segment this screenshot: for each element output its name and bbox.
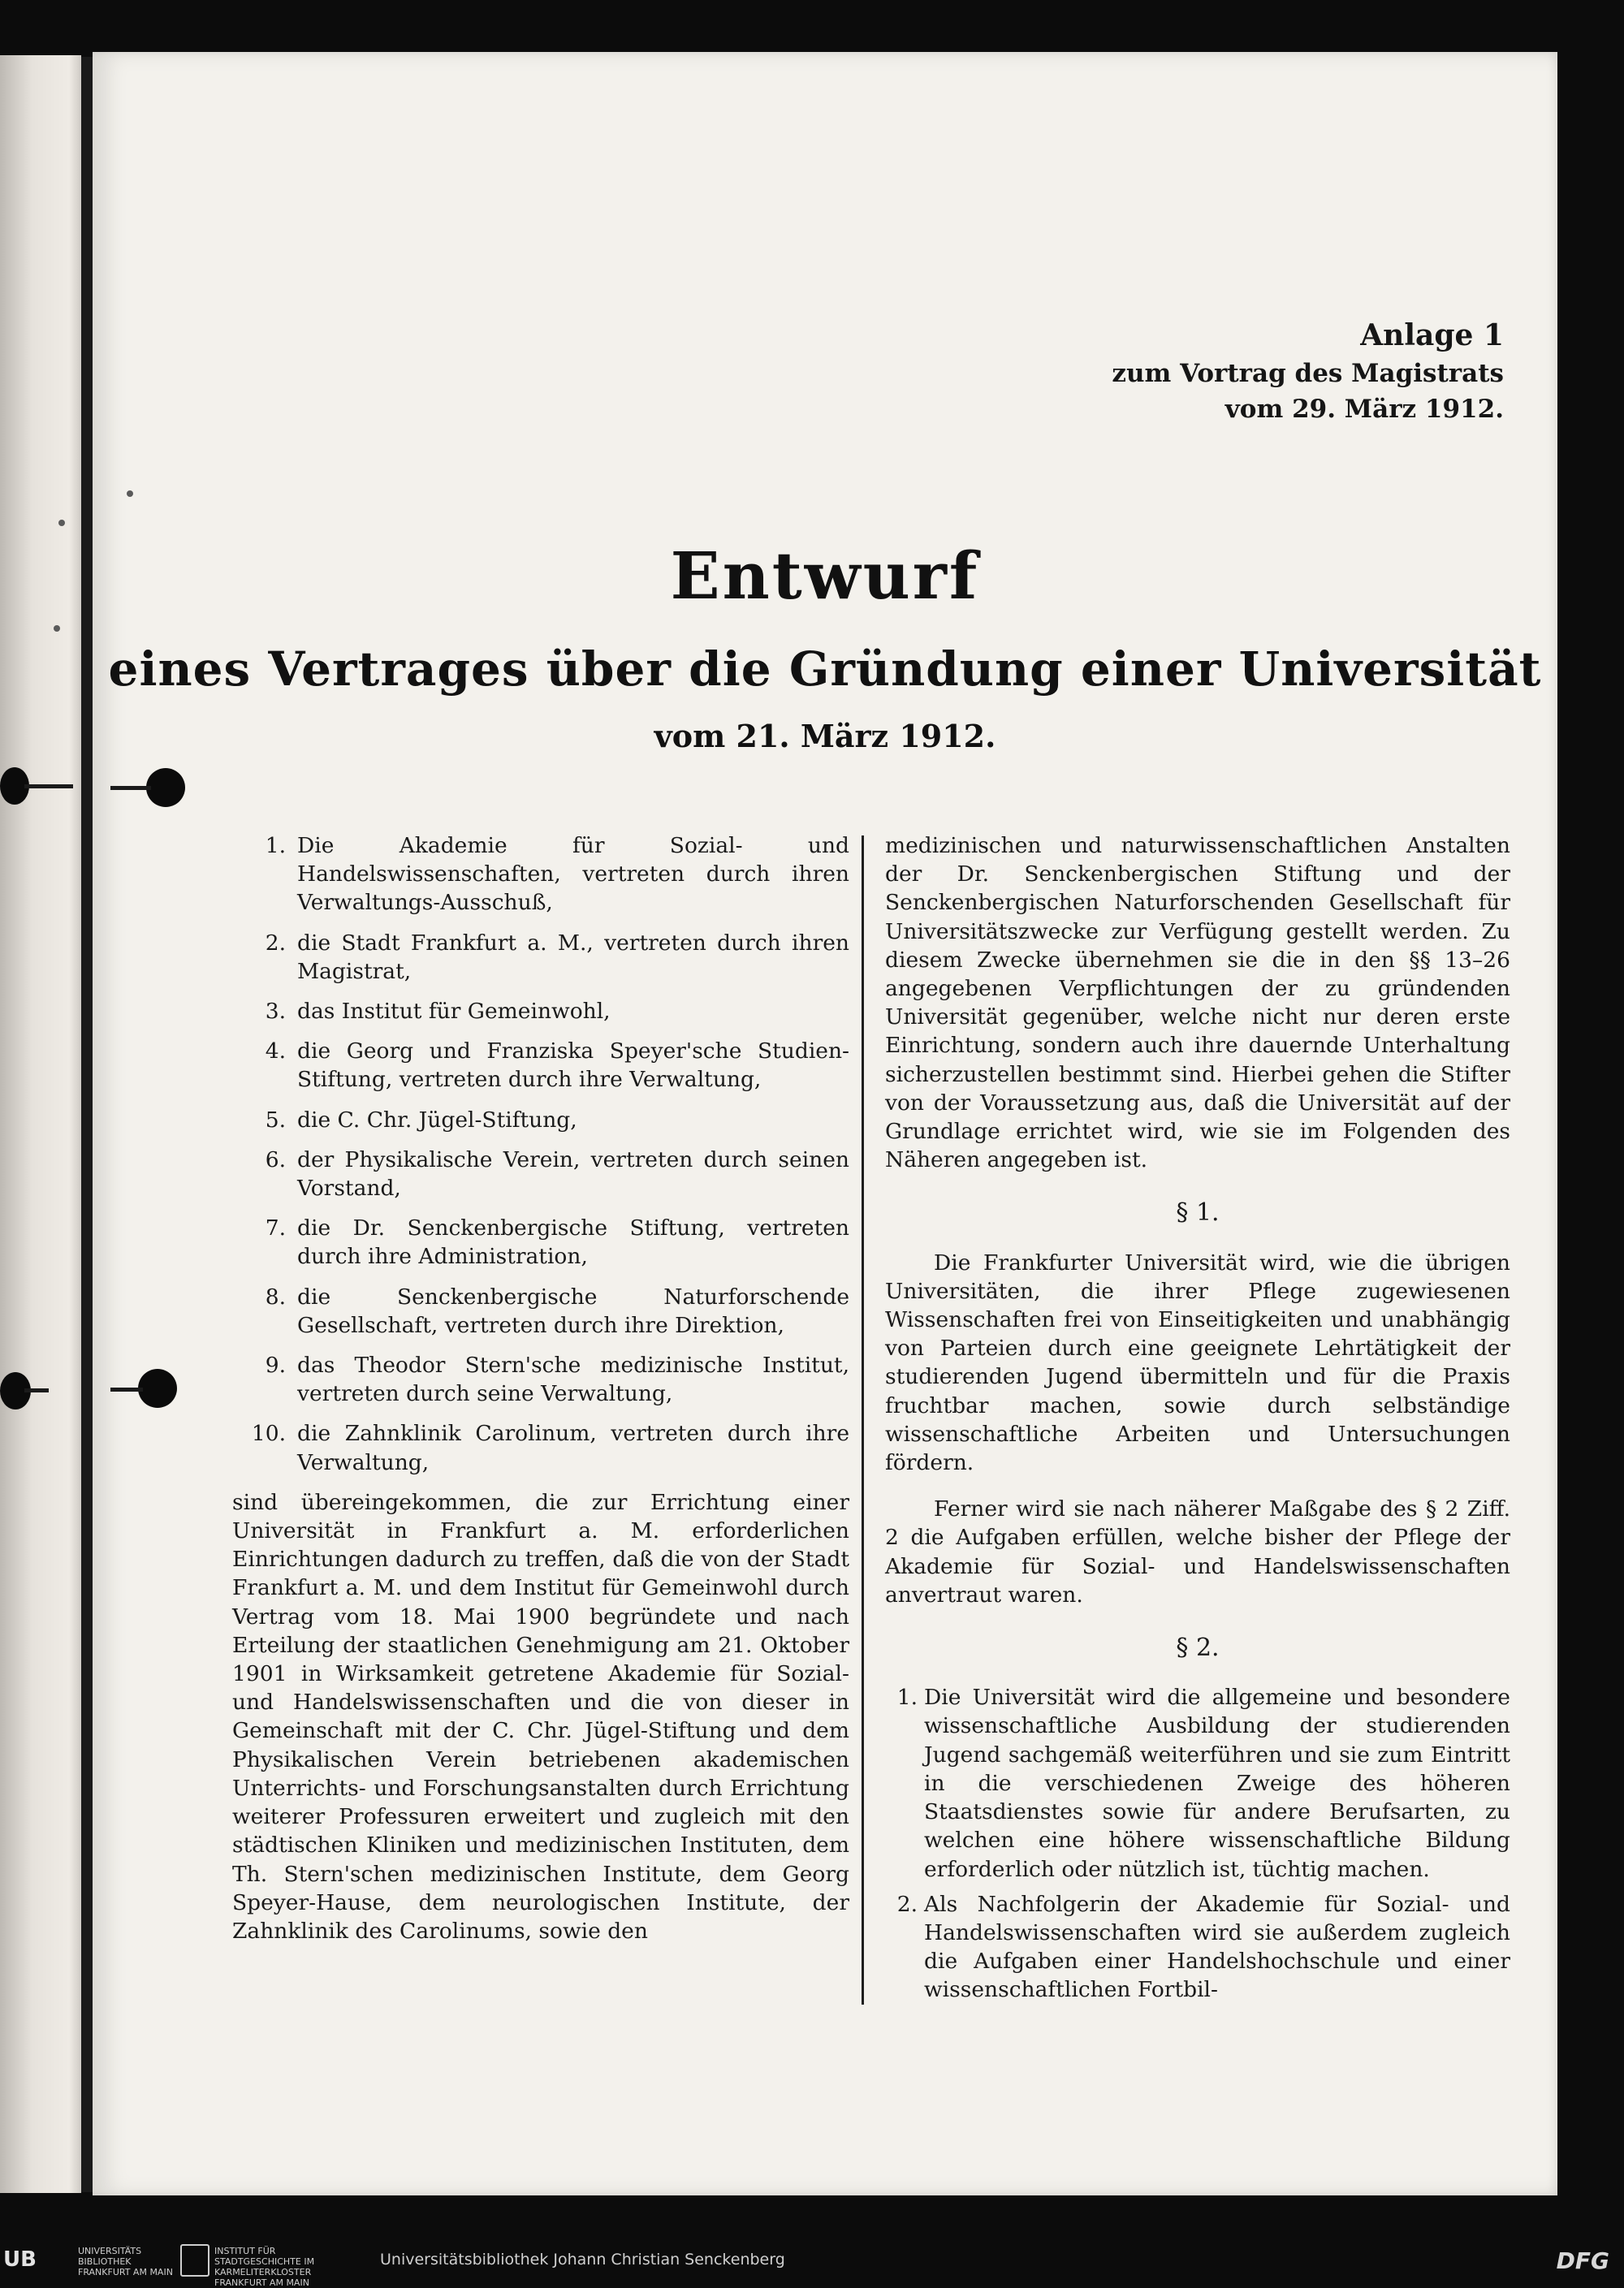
item-text: Die Universität wird die allgemeine und besondere wissenschaftliche Ausbildung der studierenden Jugend sachgemäß weiterführen und sie zum Eintritt in die verschiedenen Zweige des höheren Staatsdienstes sowie für andere Berufsarten, zu welchen eine höhere wissenschaftliche Bildung erforderlich oder nützlich ist, tüchtig machen. bbox=[924, 1685, 1510, 1882]
party-number: 3. bbox=[265, 999, 286, 1025]
column-rule bbox=[862, 835, 864, 2005]
dfg-logo: DFG bbox=[1556, 2247, 1609, 2274]
party-item bbox=[232, 1419, 849, 1476]
party-text: Die Akademie für Sozial- und Handelswissenschaften, vertreten durch ihren Verwaltungs-Ausschuß, bbox=[297, 833, 849, 916]
party-item bbox=[232, 997, 849, 1025]
binding-mark bbox=[24, 784, 73, 788]
party-number: 4. bbox=[265, 1038, 286, 1064]
item-text: Als Nachfolgerin der Akademie für Sozial- und Handelswissenschaften wird sie außerdem zugleich die Aufgaben einer Handelshochschule und einer wissenschaftlichen Fortbil- bbox=[924, 1891, 1510, 2003]
party-item bbox=[232, 1037, 849, 1094]
binding-mark bbox=[110, 1388, 143, 1392]
ub-name: UNIVERSITÄTS BIBLIOTHEK FRANKFURT AM MAIN bbox=[78, 2246, 173, 2277]
party-text: die Dr. Senckenbergische Stiftung, vertreten durch ihre Administration, bbox=[297, 1215, 849, 1270]
party-number: 5. bbox=[265, 1107, 286, 1133]
pinhole bbox=[54, 625, 60, 632]
party-number: 6. bbox=[265, 1146, 286, 1172]
adjacent-page-edge bbox=[0, 55, 81, 2193]
document-page bbox=[93, 52, 1557, 2195]
agreement-paragraph: sind übereingekommen, die zur Errichtung einer Universität in Frankfurt a. M. erforderlichen Einrichtungen dadurch zu treffen, daß die von der Stadt Frankfurt a. M. und dem Institut für Gemeinwohl durch Vertrag vom 18. Mai 1900 begründete und nach Erteilung der staatlichen Genehmigung am 21. Oktober 1901 in Wirksamkeit getretene Akademie für Sozial- und Handelswissenschaften und die von dieser in Gemeinschaft mit der C. Chr. Jügel-Stiftung und dem Physikalischen Verein betriebenen akademischen Unterrichts- und Forschungsanstalten durch Errichtung weiterer Professuren erweitert und zugleich mit den städtischen Kliniken und medizinischen Instituten, dem Th. Stern'schen medizinischen Institute, dem Georg Speyer-Hause, dem neurologischen Institute, der Zahnklinik des Carolinums, sowie den bbox=[232, 1489, 849, 1944]
party-text: das Institut für Gemeinwohl, bbox=[297, 999, 611, 1025]
party-item bbox=[232, 929, 849, 986]
party-item bbox=[232, 1146, 849, 1202]
parties-list bbox=[232, 831, 849, 1477]
section-2-items bbox=[885, 1683, 1510, 2004]
party-number: 9. bbox=[265, 1353, 286, 1379]
section-2-heading: § 2. bbox=[1176, 1634, 1220, 1663]
party-number: 8. bbox=[265, 1284, 286, 1310]
library-name: Universitätsbibliothek Johann Christian Senckenberg bbox=[380, 2251, 785, 2269]
party-item bbox=[232, 1106, 849, 1134]
party-text: die Zahnklinik Carolinum, vertreten durch ihre Verwaltung, bbox=[297, 1421, 849, 1475]
party-item bbox=[232, 1351, 849, 1408]
party-text: die C. Chr. Jügel-Stiftung, bbox=[297, 1107, 577, 1133]
section-2-item bbox=[885, 1683, 1510, 1883]
annex-reference: zum Vortrag des Magistrats bbox=[1112, 359, 1504, 388]
pinhole bbox=[58, 520, 65, 526]
section-2-item bbox=[885, 1890, 1510, 2005]
section-1-paragraph: Die Frankfurter Universität wird, wie die übrigen Universitäten, die ihrer Pflege zugewiesenen Wissenschaften frei von Einseitigkeiten und unabhängig von Parteien durch eine geeignete Lehrtätigkeit der studierenden Jugend übermitteln und für die Praxis fruchtbar machen, sowie durch selbständige wissenschaftliche Arbeiten und Untersuchungen fördern. bbox=[885, 1250, 1510, 1476]
institute-name: INSTITUT FÜR STADTGESCHICHTE IM KARMELITERKLOSTER FRANKFURT AM MAIN bbox=[214, 2246, 315, 2288]
item-number: 2. bbox=[896, 1891, 918, 1917]
party-item bbox=[232, 1214, 849, 1271]
section-1-heading: § 1. bbox=[1176, 1198, 1220, 1228]
punch-hole bbox=[138, 1369, 177, 1408]
party-item bbox=[232, 831, 849, 917]
annex-date: vom 29. März 1912. bbox=[1224, 395, 1504, 424]
institute-logo-icon bbox=[180, 2244, 209, 2277]
continuation-paragraph: medizinischen und naturwissenschaftlichen Anstalten der Dr. Senckenbergischen Stiftung und der Senckenbergischen Naturforschenden Gesellschaft für Universitätszwecke zur Verfügung gestellt werden. Zu diesem Zwecke übernehmen sie die in den §§ 13–26 angegebenen Verpflichtungen der zu gründenden Universität gegenüber, welche nicht nur deren erste Einrichtung, sondern auch ihre dauernde Unterhaltung sicherzustellen bestimmt sind. Hierbei gehen die Stifter von der Voraussetzung aus, daß die Universität auf der Grundlage errichtet wird, wie sie im Folgenden des Näheren angegeben ist. bbox=[885, 833, 1510, 1173]
binding-mark bbox=[24, 1388, 49, 1392]
party-number: 2. bbox=[265, 930, 286, 956]
section-1-paragraph: Ferner wird sie nach näherer Maßgabe des § 2 Ziff. 2 die Aufgaben erfüllen, welche bisher der Pflege der Akademie für Sozial- und Handelswissenschaften anvertraut waren. bbox=[885, 1496, 1510, 1608]
party-item bbox=[232, 1283, 849, 1340]
document-date: vom 21. März 1912. bbox=[654, 718, 996, 754]
binding-mark bbox=[110, 786, 151, 790]
page-gutter bbox=[81, 57, 93, 2192]
right-column bbox=[885, 831, 1510, 2011]
annex-title: Anlage 1 bbox=[1360, 318, 1504, 352]
party-number: 1. bbox=[265, 833, 286, 858]
punch-hole bbox=[146, 768, 185, 807]
pinhole bbox=[127, 490, 133, 497]
party-text: die Stadt Frankfurt a. M., vertreten durch ihren Magistrat, bbox=[297, 930, 849, 984]
ub-logo: UB bbox=[3, 2247, 37, 2272]
party-number: 7. bbox=[265, 1215, 286, 1241]
party-text: die Senckenbergische Naturforschende Gesellschaft, vertreten durch ihre Direktion, bbox=[297, 1284, 849, 1338]
item-number: 1. bbox=[896, 1685, 918, 1711]
party-text: das Theodor Stern'sche medizinische Institut, vertreten durch seine Verwaltung, bbox=[297, 1353, 849, 1407]
document-title: Entwurf bbox=[670, 537, 980, 614]
party-text: die Georg und Franziska Speyer'sche Studien-Stiftung, vertreten durch ihre Verwaltung, bbox=[297, 1038, 849, 1093]
viewer-footer bbox=[0, 2239, 1624, 2288]
document-subtitle: eines Vertrages über die Gründung einer Universität bbox=[108, 641, 1542, 697]
party-text: der Physikalische Verein, vertreten durch seinen Vorstand, bbox=[297, 1146, 849, 1202]
party-number: 10. bbox=[251, 1421, 286, 1447]
left-column bbox=[232, 831, 849, 1945]
